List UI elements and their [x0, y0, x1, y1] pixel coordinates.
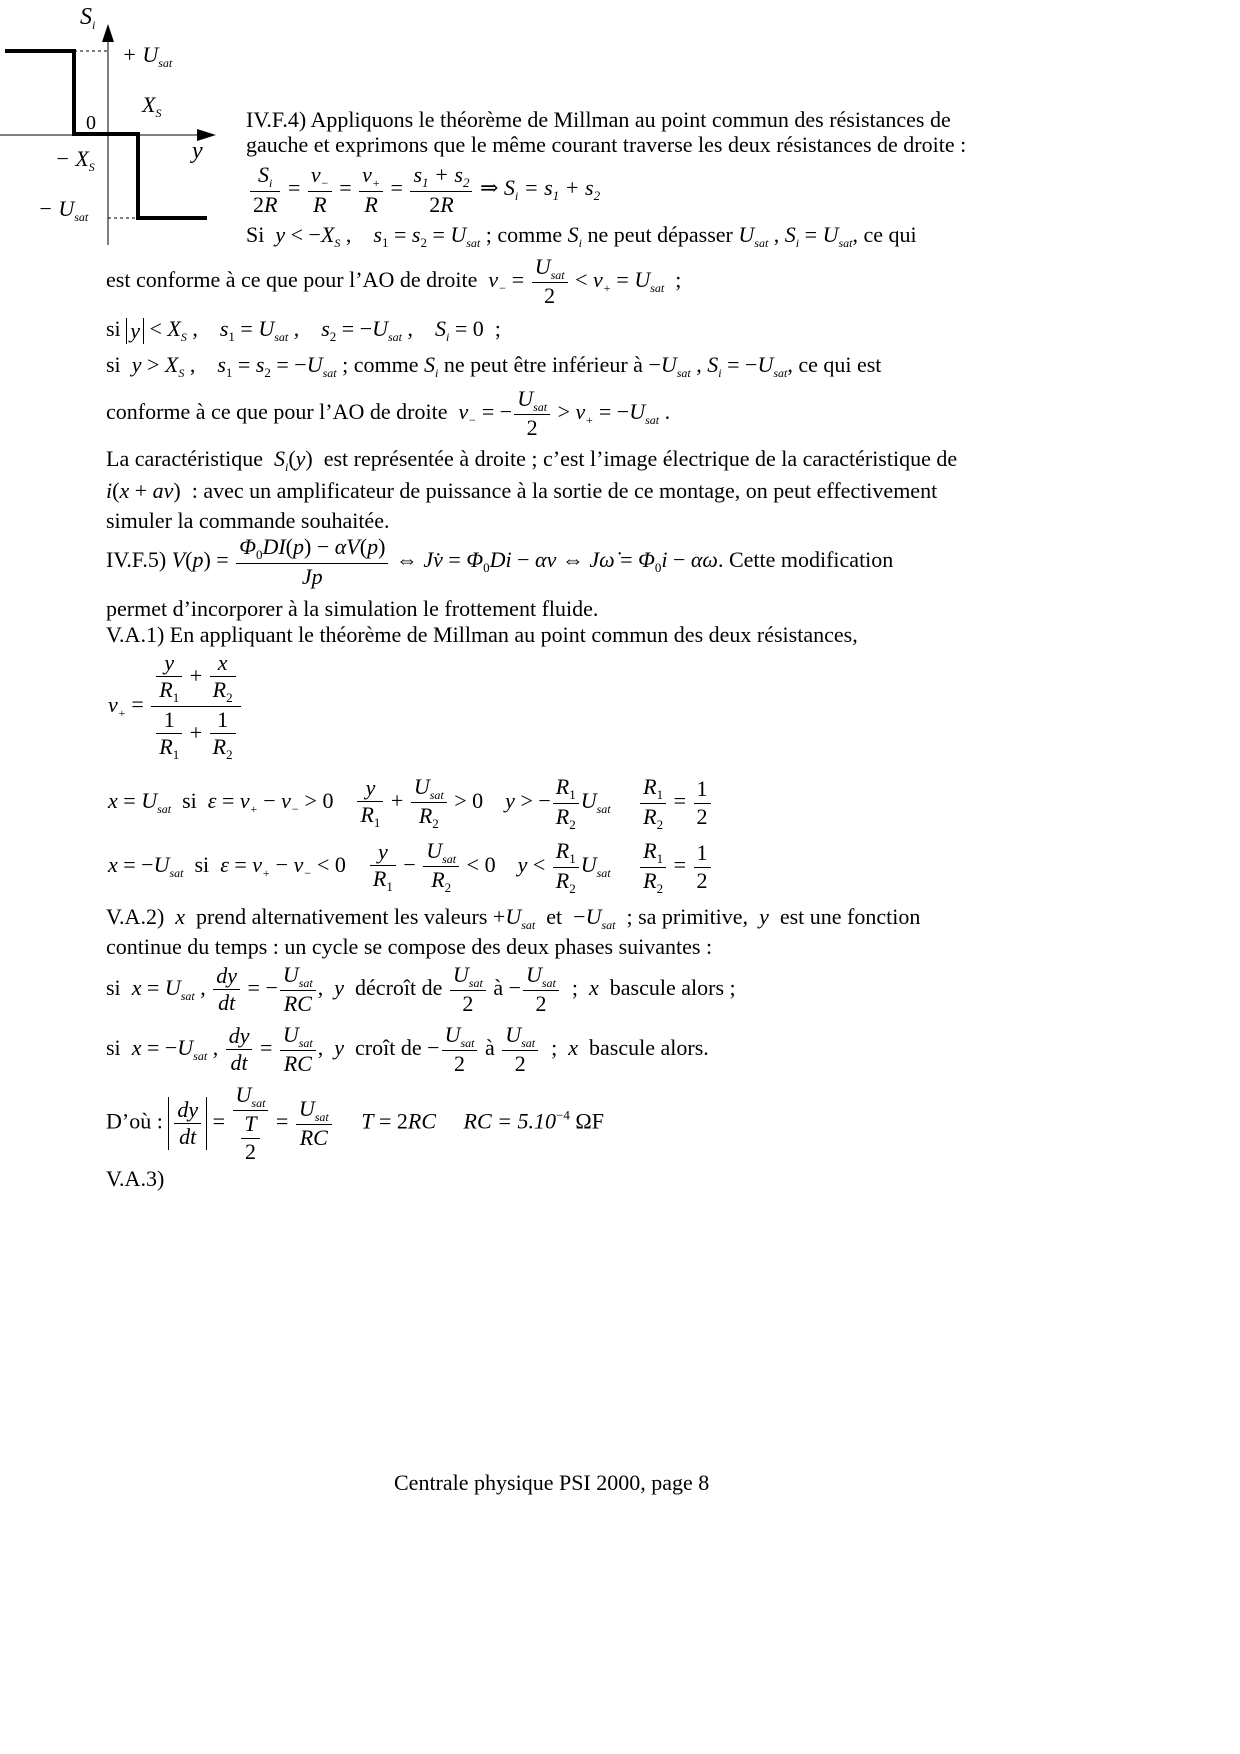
- ivf5-line2: permet d’incorporer à la simulation le frottement fluide.: [106, 596, 599, 621]
- va2-line2: continue du temps : un cycle se compose des deux phases suivantes :: [106, 934, 713, 959]
- ivf4-intro-line2: gauche et exprimons que le même courant traverse les deux résistances de droite :: [246, 132, 967, 157]
- characteristic-graph: [0, 0, 240, 250]
- graph-xs: $X_S$: [142, 92, 162, 120]
- ivf4-carac-line2: i(x + av) : avec un amplificateur de puissance à la sortie de ce montage, on peut effectivement: [106, 478, 938, 503]
- va2-line1: V.A.2) x prend alternativement les valeurs $+U_{sat}$ et $-U_{sat}$ ; sa primitive, y est une fonction: [106, 904, 921, 932]
- va1-condition-minus: $x = -U_{sat}$ si $\varepsilon = v_+ - v_- < 0$ $\frac{y}{R_1}$ − $\frac{U_{sat}}{R_2}$ < 0 y < $\frac{R_1}{R_2}$ $U_{sat}$ $\frac{R_1}{R_2}$ = $\frac{1}{2}$: [108, 838, 713, 896]
- va1-intro: V.A.1) En appliquant le théorème de Millman au point commun des deux résistances,: [106, 622, 858, 647]
- ivf4-case1: Si $y < -X_S$ , $s_1 = s_2 = U_{sat}$ ; comme $S_i$ ne peut dépasser $U_{sat}$ , $S_i = U_{sat}$, ce qui: [246, 222, 917, 250]
- y-axis-arrow: [102, 24, 114, 42]
- graph-minus-usat: − $U_{sat}$: [38, 196, 89, 224]
- va2-phase1: si $x = U_{sat}$ , $\frac{dy}{dt}$ = − $\frac{U_{sat}}{RC}$ , y décroît de $\frac{U_{sat}}{2}$ à − $\frac{U_{sat}}{2}$ ; x bascule alors ;: [106, 962, 736, 1017]
- graph-zero: 0: [86, 112, 96, 134]
- characteristic-svg: [0, 0, 240, 250]
- ivf4-conform2: conforme à ce que pour l’AO de droite $v_-$ = − $\frac{U_{sat}}{2}$ > $v_+ = -U_{sat}$ .: [106, 386, 671, 441]
- va1-vplus-equation: $v_+$ = $\frac{y}{R_1}$ + $\frac{x}{R_2}$ $\frac{1}{R_1}$ + $\frac{1}{R_2}$: [108, 650, 243, 763]
- va2-result: D’où : $\frac{dy}{dt}$ = $\frac{U_{sat}}{\frac{T}{2}}$ = $\frac{U_{sat}}{RC}$ T = 2RC RC = $5.10^{-4}$ ΩF: [106, 1082, 604, 1164]
- ivf4-intro-line1: IV.F.4) Appliquons le théorème de Millman au point commun des résistances de: [246, 107, 951, 132]
- ivf4-case3: si $y > X_S$ , $s_1 = s_2 = -U_{sat}$ ; comme $S_i$ ne peut être inférieur à $-U_{sat}$ , $S_i = -U_{sat}$, ce qui est: [106, 352, 882, 380]
- va3-label: V.A.3): [106, 1166, 165, 1191]
- ivf4-conform1: est conforme à ce que pour l’AO de droite $v_-$ = $\frac{U_{sat}}{2}$ < $v_+ = U_{sat}$ ;: [106, 254, 682, 309]
- va1-condition-plus: $x = U_{sat}$ si $\varepsilon = v_+ - v_- > 0$ $\frac{y}{R_1}$ + $\frac{U_{sat}}{R_2}$ > 0 y > − $\frac{R_1}{R_2}$ $U_{sat}$ $\frac{R_1}{R_2}$ = $\frac{1}{2}$: [108, 774, 713, 832]
- graph-minus-xs: − $X_S$: [55, 146, 95, 174]
- ivf4-case2: si $y < X_S$ , $s_1 = U_{sat}$ , $s_2 = -U_{sat}$ , $S_i = 0$ ;: [106, 316, 501, 344]
- va2-phase2: si $x = -U_{sat}$ , $\frac{dy}{dt}$ = $\frac{U_{sat}}{RC}$ , y croît de − $\frac{U_{sat}}{2}$ à $\frac{U_{sat}}{2}$ ; x bascule alors.: [106, 1022, 709, 1077]
- ivf4-carac-line3: simuler la commande souhaitée.: [106, 508, 390, 533]
- ivf4-carac-line1: La caractéristique $S_i(y)$ est représentée à droite ; c’est l’image électrique de la caractéristique de: [106, 446, 958, 474]
- graph-plus-usat: + $U_{sat}$: [122, 42, 173, 70]
- ivf4-millman-equation: $\frac{S_i}{2R}$ = $\frac{v_-}{R}$ = $\frac{v_+}{R}$ = $\frac{s_1 + s_2}{2R}$ ⇒ $S_i = s_1 + s_2$: [248, 162, 600, 218]
- ivf5-equation-line: IV.F.5) V(p) = $\frac{\Phi_0DI(p) - \alpha V(p)}{Jp}$ ⇔ Jv̇ = $\Phi_0Di - \alpha v$ ⇔ Jω̇ = $\Phi_0i - \alpha\omega$. Cette modification: [106, 534, 894, 589]
- graph-y-label: y: [192, 138, 203, 164]
- graph-si-label: $S_i$: [80, 4, 96, 32]
- page-footer: Centrale physique PSI 2000, page 8: [394, 1470, 710, 1495]
